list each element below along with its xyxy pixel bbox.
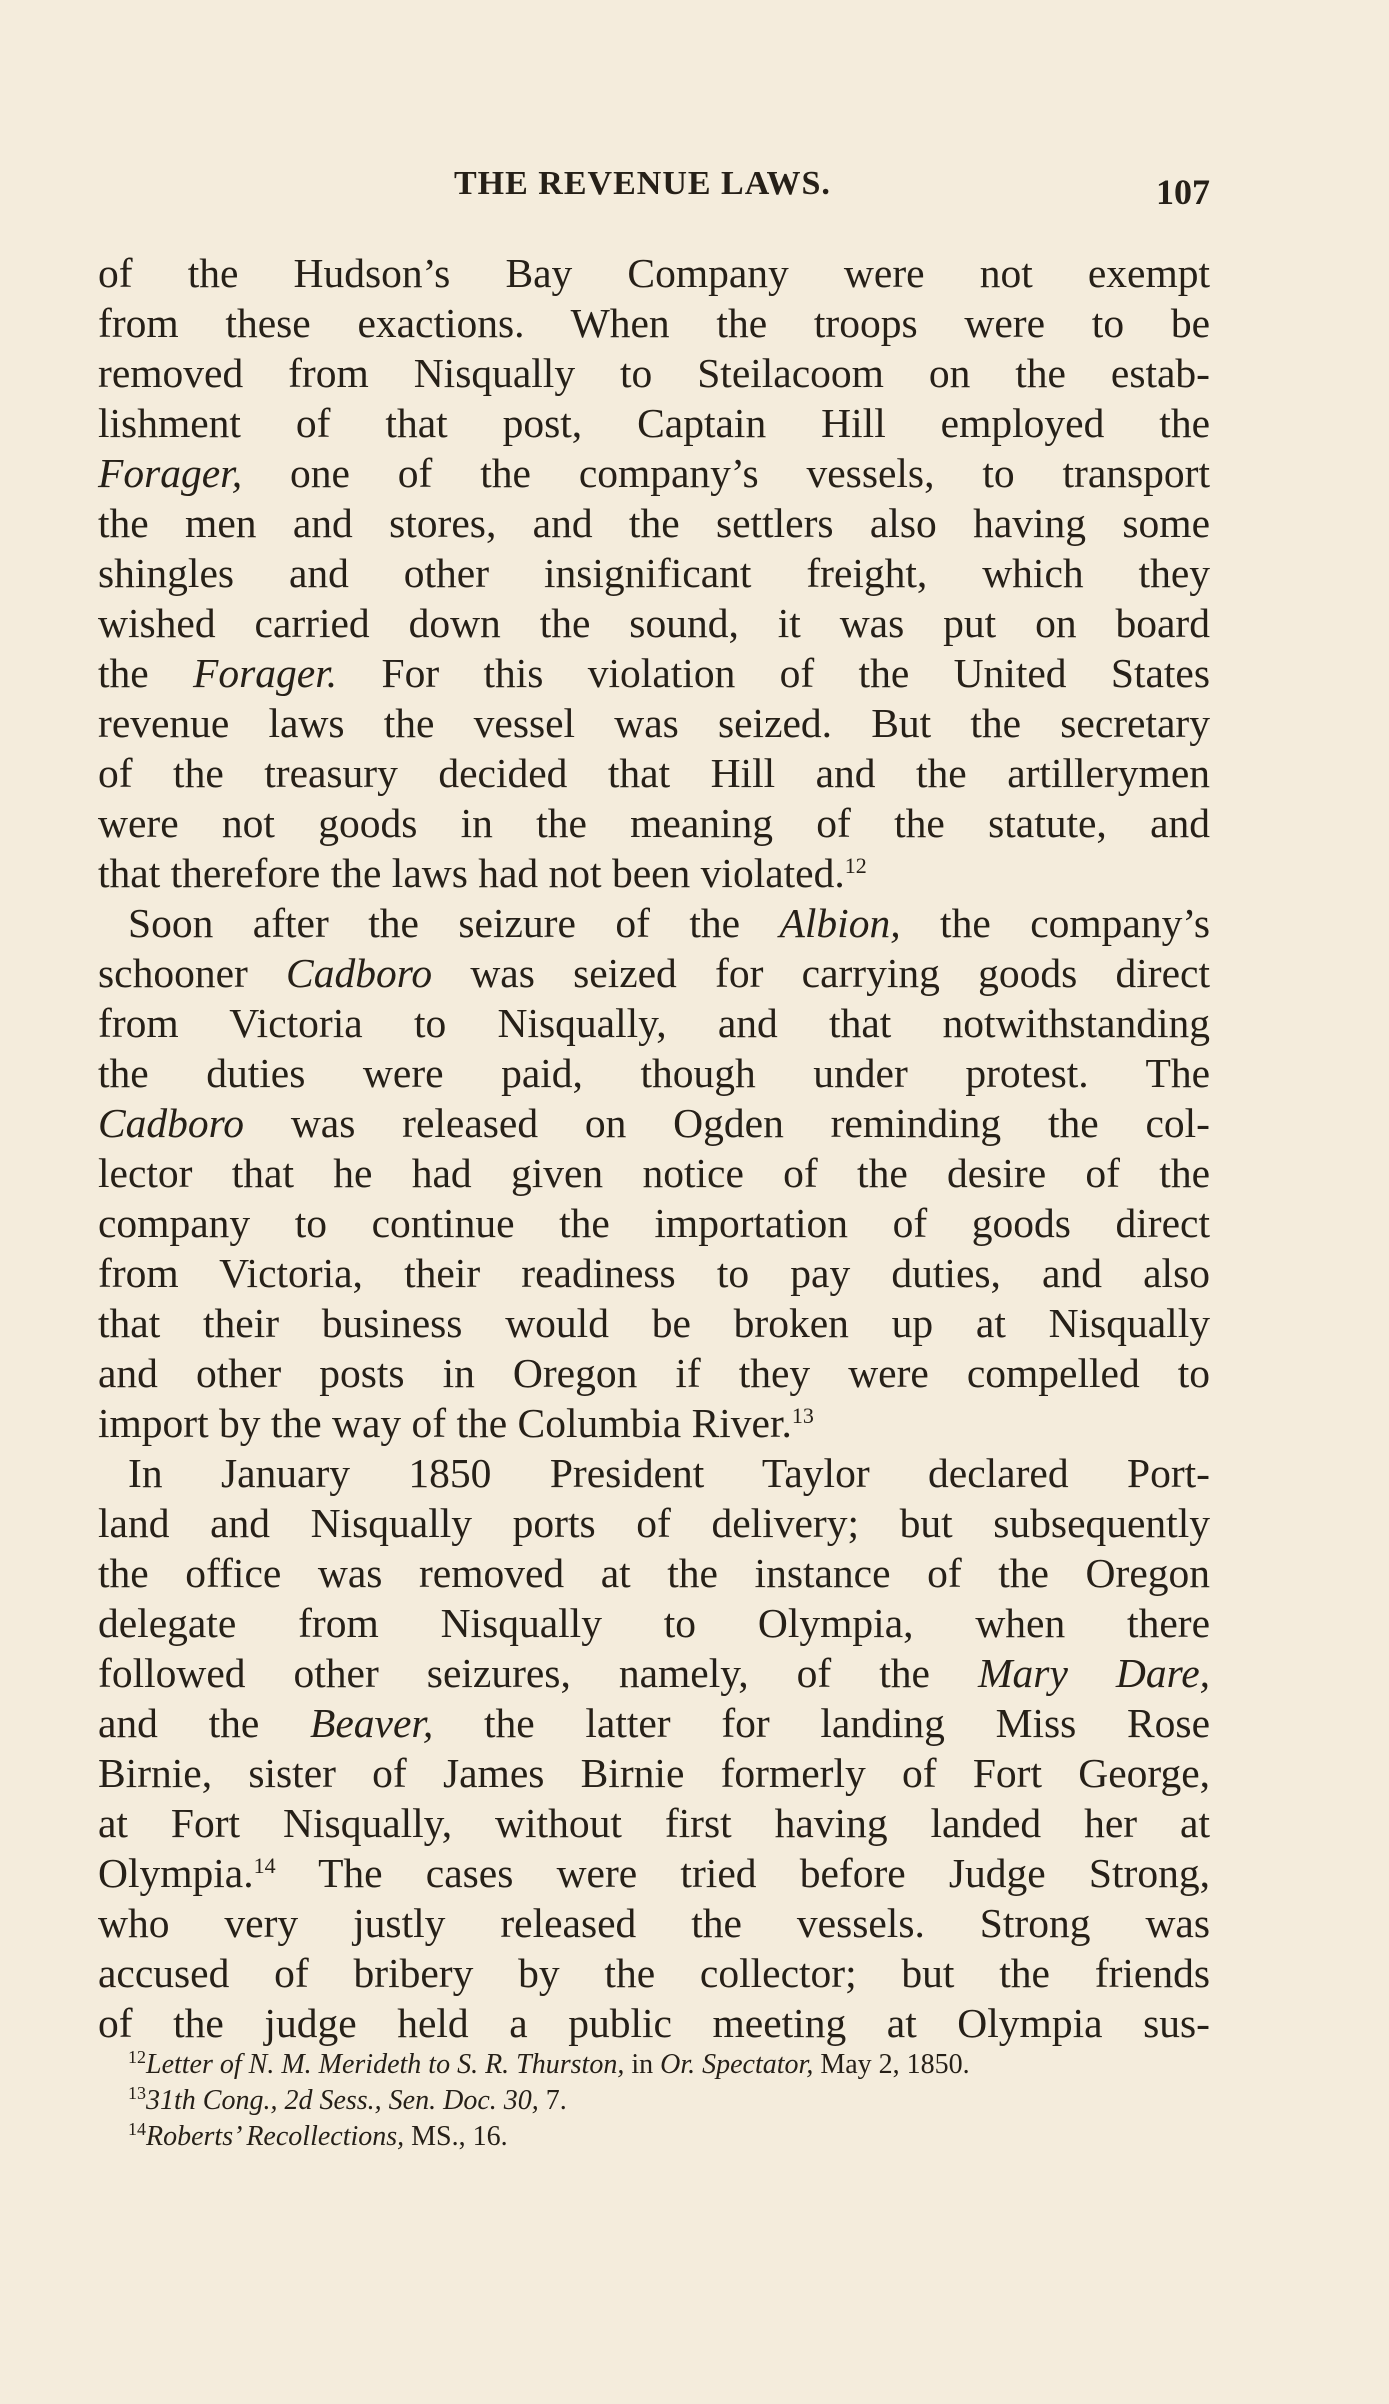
text-line (98, 1398, 1210, 1448)
text-line (98, 998, 1210, 1048)
text-run: the company’s (900, 900, 1210, 946)
text-run: For this violation of the United States (337, 650, 1211, 696)
text-line (98, 948, 1210, 998)
text-run: schooner (98, 950, 287, 996)
text-line (98, 648, 1210, 698)
text-run: the office was removed at the instance of the Oregon (98, 1550, 1210, 1596)
text-run: that their business would be broken up at Nisqually (98, 1300, 1210, 1346)
text-run: one of the company’s vessels, to transport (242, 450, 1210, 496)
footnote-ref: 14 (253, 1853, 276, 1878)
text-run: Birnie, sister of James Birnie formerly of Fort George, (98, 1750, 1210, 1796)
text-line (98, 698, 1210, 748)
text-line (98, 398, 1210, 448)
text-run: The cases were tried before Judge Strong, (275, 1850, 1210, 1896)
text-run: import by the way of the Columbia River. (98, 1400, 792, 1446)
text-line (98, 1298, 1210, 1348)
text-run: the duties were paid, though under protest. The (98, 1050, 1210, 1096)
text-line (98, 548, 1210, 598)
footnote-ref: 13 (791, 1403, 814, 1428)
text-run: removed from Nisqually to Steilacoom on the estab- (98, 350, 1210, 396)
text-line (98, 498, 1210, 548)
text-run: land and Nisqually ports of delivery; but subsequently (98, 1500, 1210, 1546)
footnote (128, 2047, 1210, 2083)
text-line (98, 798, 1210, 848)
italic-run: Forager, (98, 450, 243, 496)
text-run: accused of bribery by the collector; but the friends (98, 1950, 1210, 1996)
italic-run: Forager. (193, 650, 338, 696)
text-line (98, 898, 1210, 948)
text-run: from these exactions. When the troops were to be (98, 300, 1210, 346)
text-line (98, 748, 1210, 798)
text-run: the (98, 650, 194, 696)
text-run: who very justly released the vessels. Strong was (98, 1900, 1210, 1946)
text-run: were not goods in the meaning of the statute, and (98, 800, 1210, 846)
text-line (98, 348, 1210, 398)
text-line (98, 1898, 1210, 1948)
text-run: lishment of that post, Captain Hill employed the (98, 400, 1210, 446)
footnote-number: 13 (128, 2083, 146, 2103)
text-line (98, 1498, 1210, 1548)
text-run: at Fort Nisqually, without first having landed her at (98, 1800, 1210, 1846)
text-line (98, 1198, 1210, 1248)
text-run: in (624, 2049, 661, 2080)
text-run: and the (98, 1700, 310, 1746)
text-run: of the treasury decided that Hill and the artillerymen (98, 750, 1210, 796)
text-line (98, 1048, 1210, 1098)
text-line (98, 1748, 1210, 1798)
text-line (98, 298, 1210, 348)
text-line (98, 1798, 1210, 1848)
text-run: the men and stores, and the settlers also having some (98, 500, 1210, 546)
body-text (98, 248, 1210, 2048)
text-line (98, 448, 1210, 498)
text-line (98, 1948, 1210, 1998)
text-run: 7. (538, 2085, 567, 2116)
text-run: was seized for carrying goods direct (432, 950, 1210, 996)
running-title: THE REVENUE LAWS. (454, 165, 831, 202)
text-run: delegate from Nisqually to Olympia, when there (98, 1600, 1210, 1646)
italic-run: Roberts’ Recollections, (146, 2121, 405, 2152)
text-line (98, 848, 1210, 898)
text-run: Olympia. (98, 1850, 254, 1896)
text-run: from Victoria to Nisqually, and that notwithstanding (98, 1000, 1210, 1046)
running-head (98, 165, 1210, 212)
text-run: from Victoria, their readiness to pay duties, and also (98, 1250, 1210, 1296)
italic-run: Or. Spectator, (660, 2049, 814, 2080)
footnote (128, 2083, 1210, 2119)
text-line (98, 1598, 1210, 1648)
text-line (98, 598, 1210, 648)
text-run: and other posts in Oregon if they were compelled to (98, 1350, 1210, 1396)
text-run: shingles and other insignificant freight, which they (98, 550, 1210, 596)
text-run: lector that he had given notice of the desire of the (98, 1150, 1210, 1196)
text-run: In January 1850 President Taylor declared Port- (128, 1450, 1210, 1496)
text-line (98, 1848, 1210, 1898)
text-run: of the judge held a public meeting at Olympia sus- (98, 2000, 1210, 2046)
italic-run: Letter of N. M. Merideth to S. R. Thurston, (146, 2049, 625, 2080)
text-line (98, 1648, 1210, 1698)
italic-run: Mary Dare, (977, 1650, 1210, 1696)
footnote-number: 14 (128, 2119, 146, 2139)
text-run: followed other seizures, namely, of the (98, 1650, 978, 1696)
text-line (98, 1348, 1210, 1398)
text-run: that therefore the laws had not been violated. (98, 850, 845, 896)
text-line (98, 1148, 1210, 1198)
text-run: was released on Ogden reminding the col- (244, 1100, 1210, 1146)
italic-run: Cadboro (286, 950, 433, 996)
text-run: MS., 16. (404, 2121, 508, 2152)
footnote-number: 12 (128, 2047, 146, 2067)
footnote (128, 2119, 1210, 2155)
text-line (98, 1698, 1210, 1748)
italic-run: 31th Cong., 2d Sess., Sen. Doc. 30, (146, 2085, 539, 2116)
text-line (98, 1448, 1210, 1498)
text-run: wished carried down the sound, it was put on board (98, 600, 1210, 646)
text-run: revenue laws the vessel was seized. But the secretary (98, 700, 1210, 746)
italic-run: Beaver, (310, 1700, 434, 1746)
text-line (98, 248, 1210, 298)
text-line (98, 1098, 1210, 1148)
text-line (98, 1248, 1210, 1298)
text-run: May 2, 1850. (813, 2049, 970, 2080)
footnotes (128, 2047, 1210, 2155)
page-number: 107 (1156, 172, 1210, 212)
text-run: of the Hudson’s Bay Company were not exempt (98, 250, 1210, 296)
italic-run: Cadboro (98, 1100, 245, 1146)
text-line (98, 1548, 1210, 1598)
text-line (98, 1998, 1210, 2048)
text-run: Soon after the seizure of the (128, 900, 780, 946)
footnote-ref: 12 (844, 853, 867, 878)
text-run: company to continue the importation of goods direct (98, 1200, 1210, 1246)
italic-run: Albion, (779, 900, 901, 946)
text-run: the latter for landing Miss Rose (433, 1700, 1210, 1746)
